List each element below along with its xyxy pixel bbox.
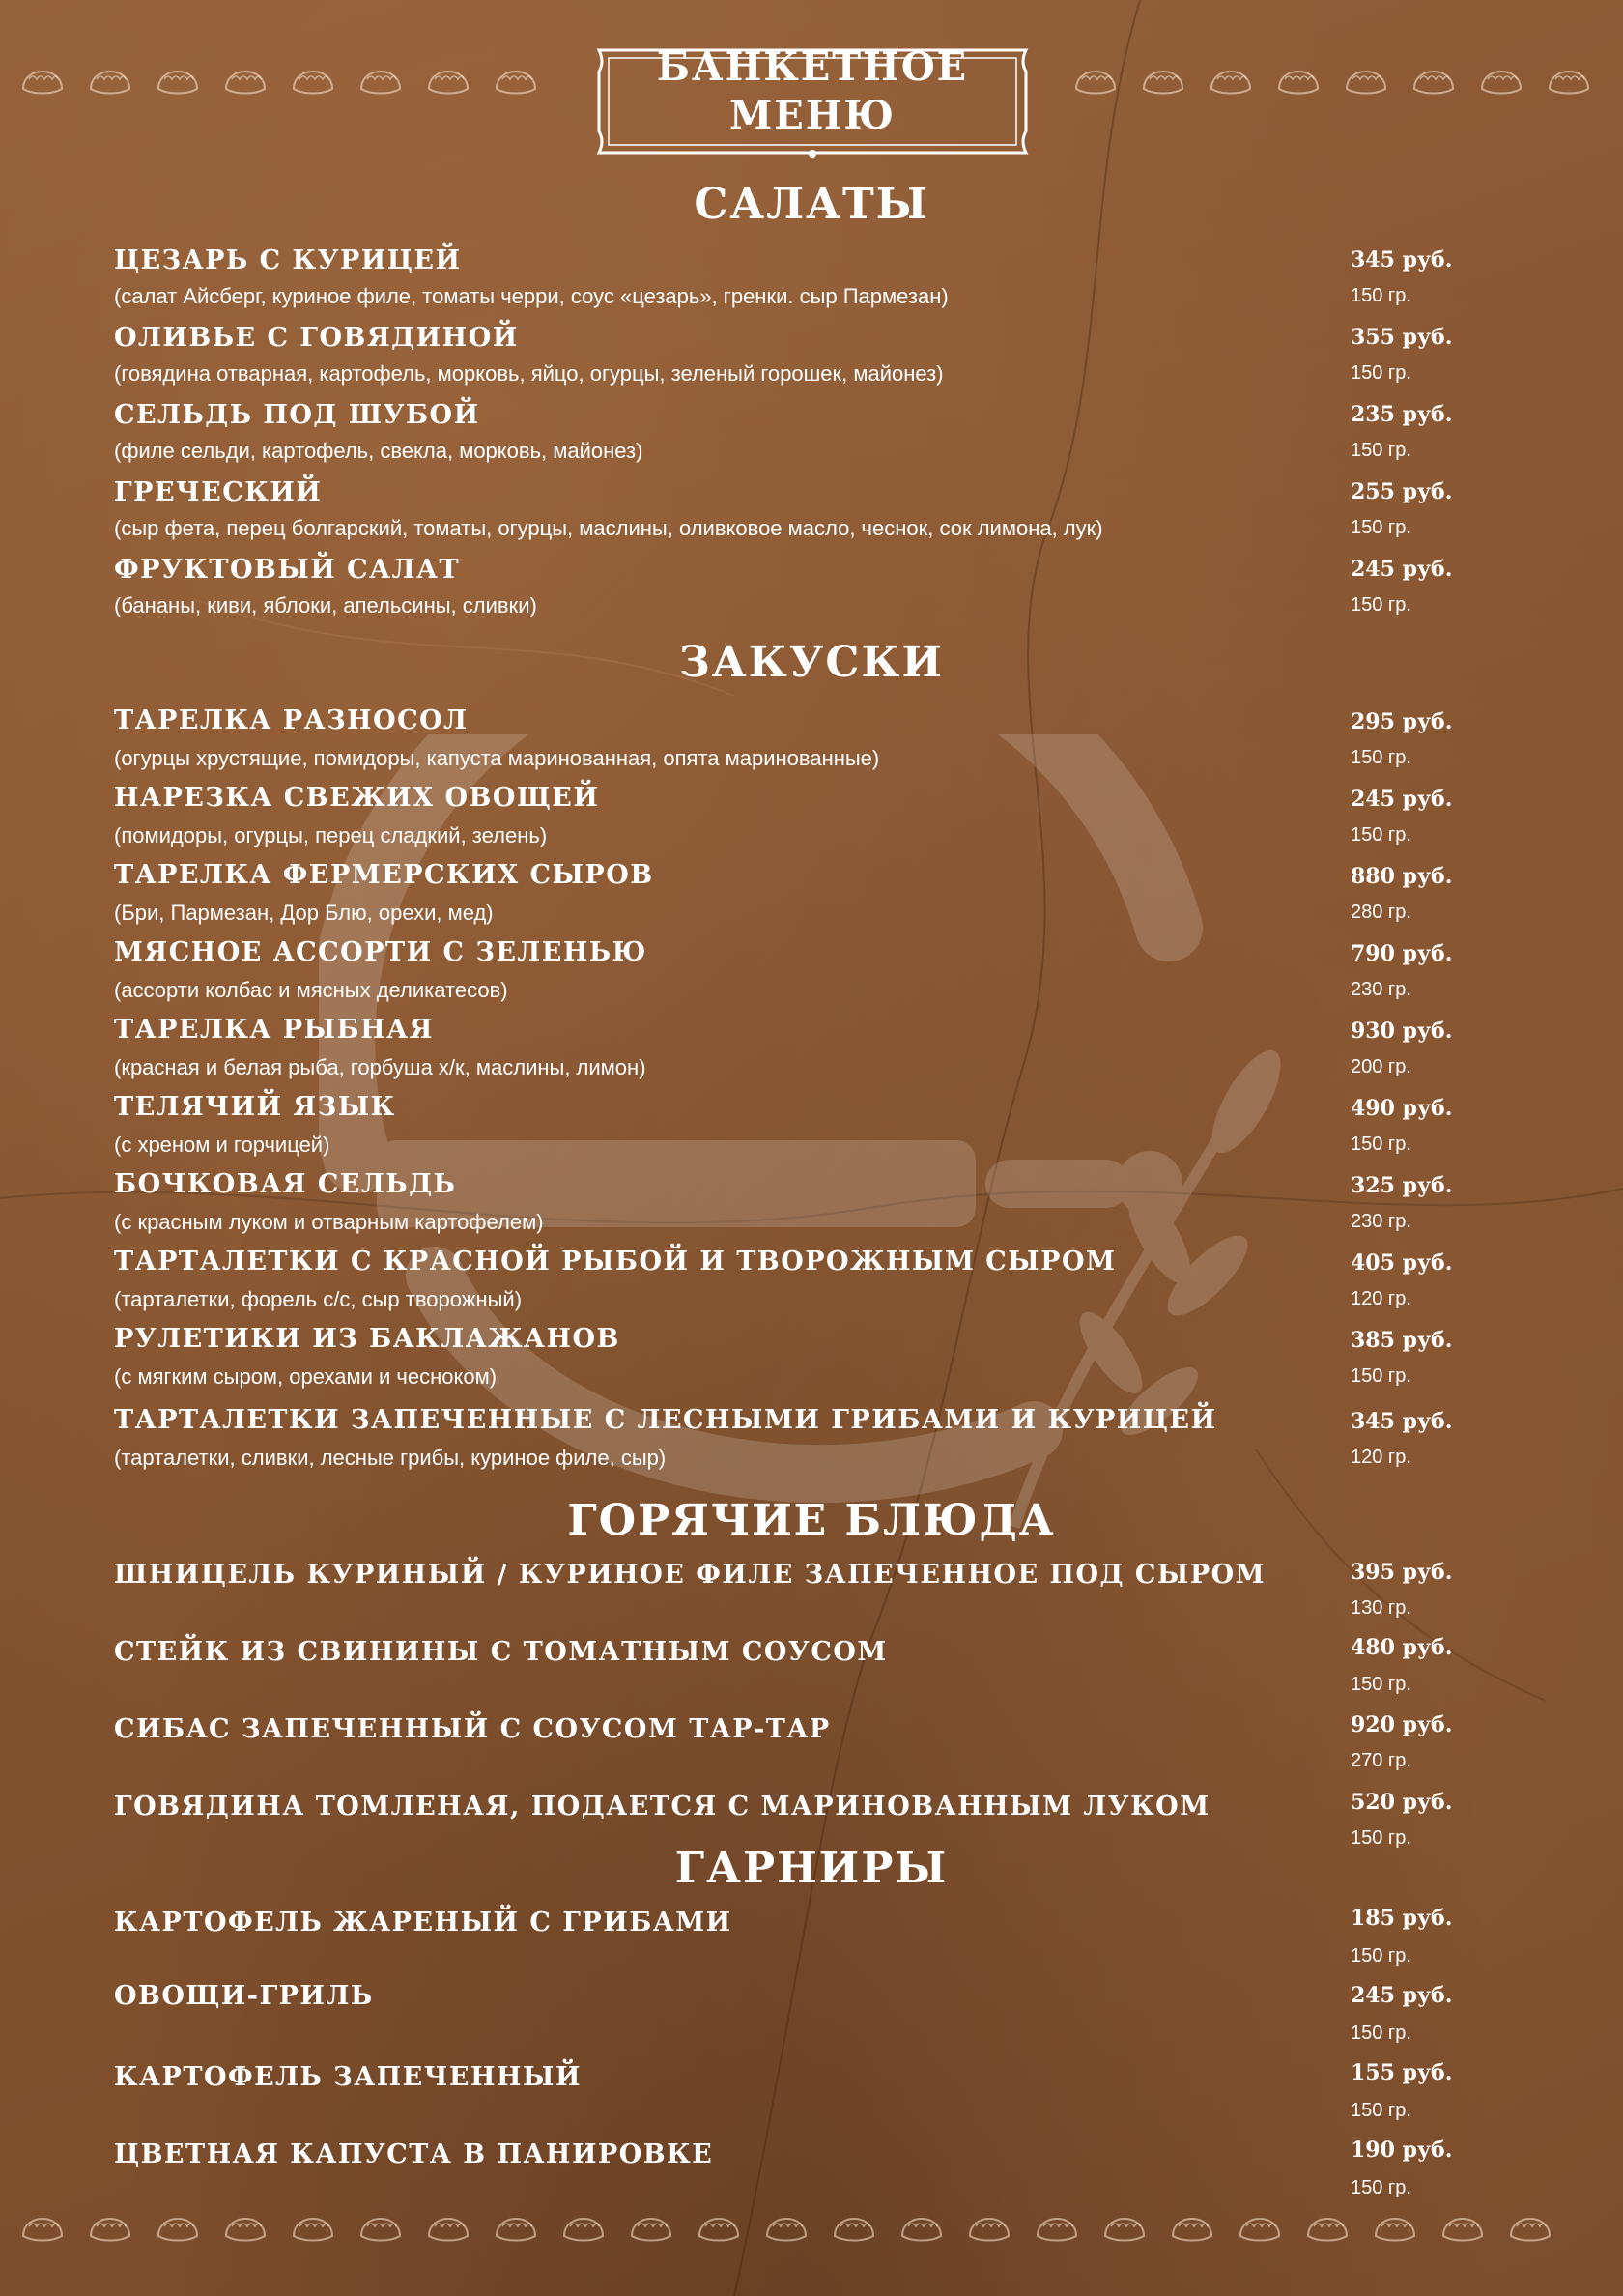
dish-price: 490 руб. [1351, 1096, 1453, 1121]
dish-weight: 120 гр. [1351, 1288, 1411, 1309]
dish-weight: 150 гр. [1351, 517, 1411, 538]
dish-price: 245 руб. [1351, 557, 1453, 582]
dish-description: (с хреном и горчицей) [114, 1133, 330, 1157]
section-title-appetizers: ЗАКУСКИ [679, 638, 944, 687]
dish-price: 520 руб. [1351, 1790, 1453, 1815]
dish-weight: 270 гр. [1351, 1750, 1411, 1771]
bottom-dumpling-border [19, 2199, 1604, 2257]
dish-price: 185 руб. [1351, 1906, 1453, 1931]
dish-name: ТАРТАЛЕТКИ С КРАСНОЙ РЫБОЙ И ТВОРОЖНЫМ СЫРОМ [114, 1247, 1117, 1277]
dish-price: 245 руб. [1351, 1983, 1453, 2008]
dish-name: СТЕЙК ИЗ СВИНИНЫ С ТОМАТНЫМ СОУСОМ [114, 1637, 888, 1667]
dish-weight: 130 гр. [1351, 1597, 1411, 1619]
dish-price: 345 руб. [1351, 247, 1453, 273]
dish-name: ГРЕЧЕСКИЙ [114, 477, 323, 507]
dish-name: СИБАС ЗАПЕЧЕННЫЙ С СОУСОМ ТАР-ТАР [114, 1714, 831, 1744]
dish-description: (огурцы хрустящие, помидоры, капуста маринованная, опята маринованные) [114, 746, 880, 770]
dish-name: РУЛЕТИКИ ИЗ БАКЛАЖАНОВ [114, 1324, 620, 1354]
dish-name: ФРУКТОВЫЙ САЛАТ [114, 555, 461, 585]
dish-weight: 150 гр. [1351, 362, 1411, 384]
dish-name: ТАРЕЛКА РЫБНАЯ [114, 1015, 434, 1045]
dish-price: 190 руб. [1351, 2138, 1453, 2163]
section-title-hot-dishes: ГОРЯЧИЕ БЛЮДА [567, 1496, 1056, 1545]
dish-name: МЯСНОЕ АССОРТИ С ЗЕЛЕНЬЮ [114, 937, 647, 967]
dish-name: СЕЛЬДЬ ПОД ШУБОЙ [114, 400, 480, 430]
dish-weight: 150 гр. [1351, 2023, 1411, 2044]
dish-price: 790 руб. [1351, 941, 1453, 966]
dish-weight: 230 гр. [1351, 1211, 1411, 1232]
dish-price: 385 руб. [1351, 1328, 1453, 1353]
dish-price: 480 руб. [1351, 1635, 1453, 1660]
dish-description: (филе сельди, картофель, свекла, морковь, майонез) [114, 439, 643, 463]
dish-description: (Бри, Пармезан, Дор Блю, орехи, мед) [114, 901, 494, 925]
dish-weight: 280 гр. [1351, 902, 1411, 923]
dish-weight: 150 гр. [1351, 285, 1411, 306]
dish-price: 325 руб. [1351, 1173, 1453, 1198]
dumpling-icon-row-bottom [19, 2199, 1604, 2257]
dish-description: (сыр фета, перец болгарский, томаты, огурцы, маслины, оливковое масло, чеснок, сок лимона, лук) [114, 516, 1103, 540]
dish-weight: 150 гр. [1351, 1827, 1411, 1849]
dish-weight: 150 гр. [1351, 1134, 1411, 1155]
dish-description: (помидоры, огурцы, перец сладкий, зелень) [114, 823, 548, 847]
dish-description: (ассорти колбас и мясных деликатесов) [114, 978, 508, 1002]
dish-name: ОВОЩИ-ГРИЛЬ [114, 1981, 374, 2011]
dish-price: 880 руб. [1351, 864, 1453, 889]
dish-description: (бананы, киви, яблоки, апельсины, сливки) [114, 593, 537, 617]
dish-name: КАРТОФЕЛЬ ЗАПЕЧЕННЫЙ [114, 2062, 582, 2092]
dish-price: 235 руб. [1351, 402, 1453, 427]
dish-name: ТЕЛЯЧИЙ ЯЗЫК [114, 1092, 396, 1122]
dish-name: ШНИЦЕЛЬ КУРИНЫЙ / КУРИНОЕ ФИЛЕ ЗАПЕЧЕННОЕ ПОД СЫРОМ [114, 1560, 1267, 1590]
dish-weight: 150 гр. [1351, 440, 1411, 461]
dish-name: ТАРЕЛКА ФЕРМЕРСКИХ СЫРОВ [114, 860, 654, 890]
dish-weight: 150 гр. [1351, 1365, 1411, 1387]
dish-price: 920 руб. [1351, 1712, 1453, 1737]
dish-name: КАРТОФЕЛЬ ЖАРЕНЫЙ С ГРИБАМИ [114, 1908, 732, 1937]
section-title-salads: САЛАТЫ [694, 180, 929, 229]
dish-description: (тарталетки, сливки, лесные грибы, куриное филе, сыр) [114, 1446, 667, 1470]
dish-weight: 230 гр. [1351, 979, 1411, 1000]
dish-weight: 150 гр. [1351, 1945, 1411, 1966]
dish-weight: 150 гр. [1351, 824, 1411, 846]
dish-weight: 150 гр. [1351, 2100, 1411, 2121]
menu-title-plaque [589, 43, 1036, 160]
dish-name: НАРЕЗКА СВЕЖИХ ОВОЩЕЙ [114, 783, 600, 813]
dish-weight: 150 гр. [1351, 747, 1411, 768]
dish-name: ЦВЕТНАЯ КАПУСТА В ПАНИРОВКЕ [114, 2139, 714, 2169]
dish-price: 345 руб. [1351, 1409, 1453, 1434]
dish-weight: 120 гр. [1351, 1447, 1411, 1468]
dish-name: ТАРТАЛЕТКИ ЗАПЕЧЕННЫЕ С ЛЕСНЫМИ ГРИБАМИ И КУРИЦЕЙ [114, 1405, 1217, 1435]
menu-title-line2: МЕНЮ [728, 93, 897, 138]
dish-name: ТАРЕЛКА РАЗНОСОЛ [114, 705, 469, 735]
dish-description: (с мягким сыром, орехами и чесноком) [114, 1364, 498, 1389]
dish-description: (тарталетки, форель с/с, сыр творожный) [114, 1287, 523, 1311]
dish-name: ГОВЯДИНА ТОМЛЕНАЯ, ПОДАЕТСЯ С МАРИНОВАННЫМ ЛУКОМ [114, 1792, 1210, 1822]
dish-price: 245 руб. [1351, 787, 1453, 812]
dish-name: БОЧКОВАЯ СЕЛЬДЬ [114, 1169, 457, 1199]
dish-price: 930 руб. [1351, 1019, 1453, 1044]
dish-price: 355 руб. [1351, 325, 1453, 350]
dish-weight: 150 гр. [1351, 594, 1411, 616]
dish-name: ОЛИВЬЕ С ГОВЯДИНОЙ [114, 323, 519, 353]
dish-price: 155 руб. [1351, 2060, 1453, 2085]
dish-weight: 200 гр. [1351, 1056, 1411, 1077]
dish-description: (салат Айсберг, куриное филе, томаты черри, соус «цезарь», гренки. сыр Пармезан) [114, 284, 949, 308]
dish-price: 405 руб. [1351, 1250, 1453, 1276]
dish-weight: 150 гр. [1351, 2177, 1411, 2198]
section-title-sides: ГАРНИРЫ [674, 1844, 949, 1893]
dish-name: ЦЕЗАРЬ С КУРИЦЕЙ [114, 245, 462, 275]
dish-description: (говядина отварная, картофель, морковь, яйцо, огурцы, зеленый горошек, майонез) [114, 361, 944, 386]
dish-price: 395 руб. [1351, 1560, 1453, 1585]
dish-price: 255 руб. [1351, 479, 1453, 504]
menu-title-line1: БАНКЕТНОЕ [656, 44, 969, 90]
dish-weight: 150 гр. [1351, 1674, 1411, 1695]
dish-description: (красная и белая рыба, горбуша х/к, маслины, лимон) [114, 1055, 646, 1079]
dish-price: 295 руб. [1351, 709, 1453, 734]
dish-description: (с красным луком и отварным картофелем) [114, 1210, 544, 1234]
